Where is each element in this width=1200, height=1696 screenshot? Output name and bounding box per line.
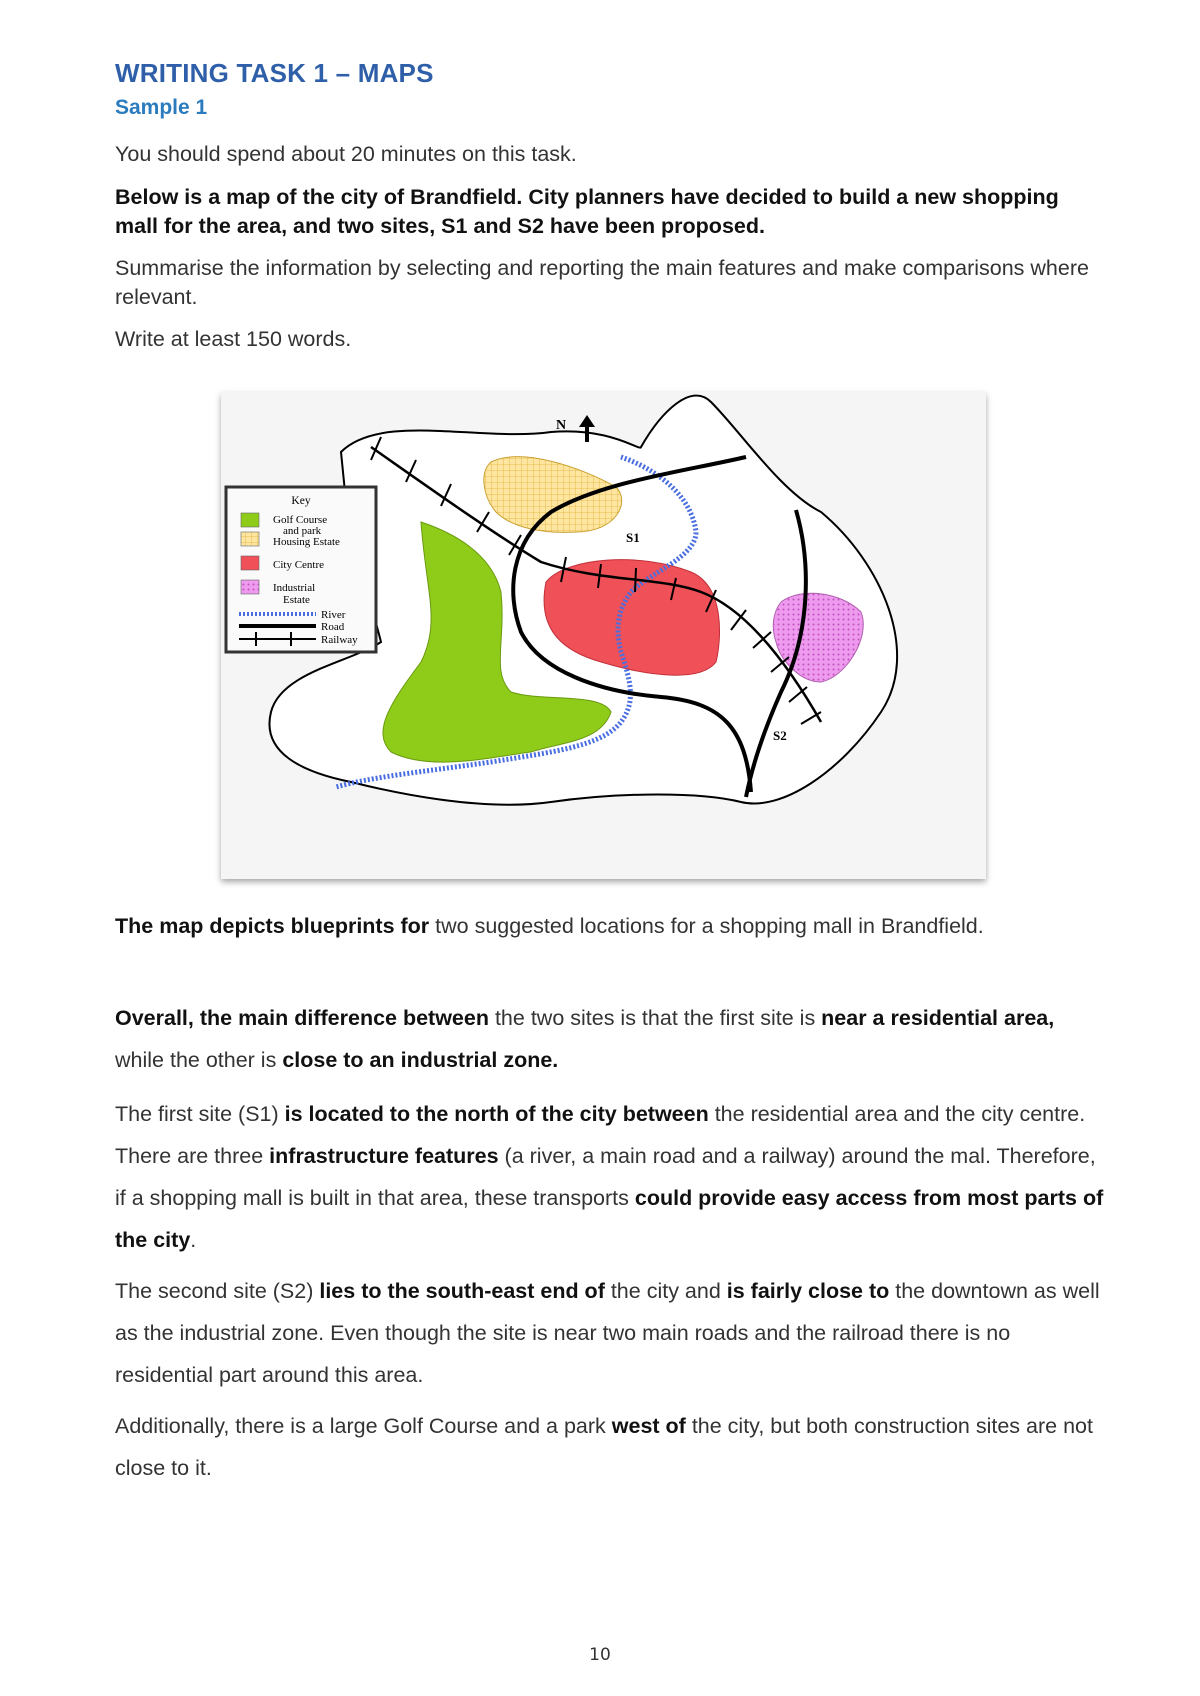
answer-paragraph-3: The first site (S1) is located to the north of the city between the residential area and the city centre. There are three infrastructure features (a river, a main road and a railway) around the mal. Therefore, if a shopping mall is built in that area, these transports could provide easy access from most parts of the city.: [115, 1102, 1104, 1252]
key-river-label: River: [321, 609, 346, 621]
key-industrial-label: Industrial: [273, 582, 316, 594]
answer-paragraph-2: Overall, the main difference between the two sites is that the first site is near a residential area, while the other is close to an industrial zone.: [115, 1006, 1055, 1072]
key-road-label: Road: [321, 621, 345, 633]
north-label: N: [556, 418, 567, 433]
task-instruction: Summarise the information by selecting and reporting the main features and make comparisons where relevant.: [115, 256, 1089, 309]
key-golf-label-2: and park: [283, 525, 322, 537]
task-time: You should spend about 20 minutes on this task.: [115, 142, 577, 166]
answer-paragraph-1: The map depicts blueprints for two suggested locations for a shopping mall in Brandfield.: [115, 914, 984, 938]
site-s1-label: S1: [626, 530, 640, 545]
key-railway-label: Railway: [321, 634, 358, 646]
key-industrial-label-2: Estate: [283, 594, 310, 606]
map-svg: [221, 392, 986, 879]
page-subtitle: Sample 1: [115, 96, 208, 119]
key-city-label: City Centre: [273, 559, 325, 571]
map-key: [226, 487, 376, 652]
answer-paragraph-4: The second site (S2) lies to the south-east end of the city and is fairly close to the downtown as well as the industrial zone. Even though the site is near two main roads and the railroad there is no residential part around this area.: [115, 1279, 1100, 1387]
key-title: Key: [291, 495, 311, 507]
answer-paragraph-5: Additionally, there is a large Golf Course and a park west of the city, but both construction sites are not close to it.: [115, 1414, 1093, 1480]
task-prompt: Below is a map of the city of Brandfield. City planners have decided to build a new shopping mall for the area, and two sites, S1 and S2 have been proposed.: [115, 185, 1059, 238]
page-title: WRITING TASK 1 – MAPS: [115, 58, 434, 88]
key-golf-label: Golf Course: [273, 514, 328, 526]
page-number: 10: [589, 1645, 611, 1665]
task-word-count: Write at least 150 words.: [115, 327, 352, 351]
key-housing-label: Housing Estate: [273, 536, 340, 548]
city-map: [221, 392, 986, 879]
site-s2-label: S2: [773, 728, 787, 743]
